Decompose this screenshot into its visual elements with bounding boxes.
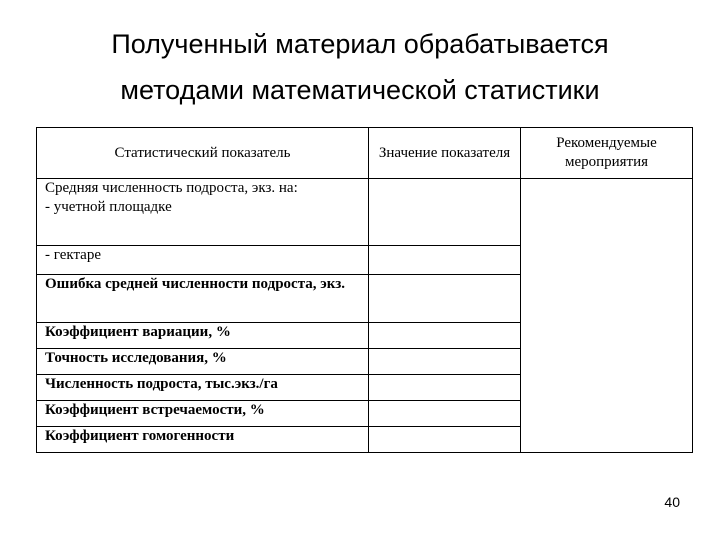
measures-cell xyxy=(521,401,693,427)
header-value: Значение показателя xyxy=(369,128,521,179)
measures-cell xyxy=(521,179,693,246)
table-row xyxy=(37,349,693,375)
page-number: 40 xyxy=(664,494,680,510)
indicator-cell: Ошибка средней численности подроста, экз. xyxy=(37,275,369,323)
value-cell xyxy=(369,275,521,323)
measures-cell xyxy=(521,427,693,453)
value-cell xyxy=(369,349,521,375)
table-header-row xyxy=(37,128,693,179)
value-cell xyxy=(369,401,521,427)
table-row xyxy=(37,246,693,275)
measures-cell xyxy=(521,349,693,375)
header-measures: Рекомендуемые мероприятия xyxy=(521,128,693,179)
slide-title-line-2: методами математической статистики xyxy=(120,75,600,105)
header-indicator: Статистический показатель xyxy=(37,128,369,179)
value-cell xyxy=(369,179,521,246)
value-cell xyxy=(369,427,521,453)
slide-title-line-1: Полученный материал обрабатывается xyxy=(111,29,609,59)
table-row xyxy=(37,427,693,453)
value-cell xyxy=(369,323,521,349)
value-cell xyxy=(369,246,521,275)
indicator-cell: Численность подроста, тыс.экз./га xyxy=(37,375,369,401)
table-row xyxy=(37,275,693,323)
table-row xyxy=(37,401,693,427)
indicator-cell: Коэффициент встречаемости, % xyxy=(37,401,369,427)
table-row xyxy=(37,179,693,246)
indicator-cell: - гектаре xyxy=(37,246,369,275)
measures-cell xyxy=(521,375,693,401)
measures-cell xyxy=(521,275,693,323)
measures-cell xyxy=(521,246,693,275)
statistics-table xyxy=(36,127,693,453)
table-row xyxy=(37,375,693,401)
indicator-cell: Средняя численность подроста, экз. на: - учетной площадке xyxy=(37,179,369,246)
measures-cell xyxy=(521,323,693,349)
indicator-cell: Точность исследования, % xyxy=(37,349,369,375)
indicator-cell: Коэффициент вариации, % xyxy=(37,323,369,349)
table-row xyxy=(37,323,693,349)
value-cell xyxy=(369,375,521,401)
indicator-cell: Коэффициент гомогенности xyxy=(37,427,369,453)
